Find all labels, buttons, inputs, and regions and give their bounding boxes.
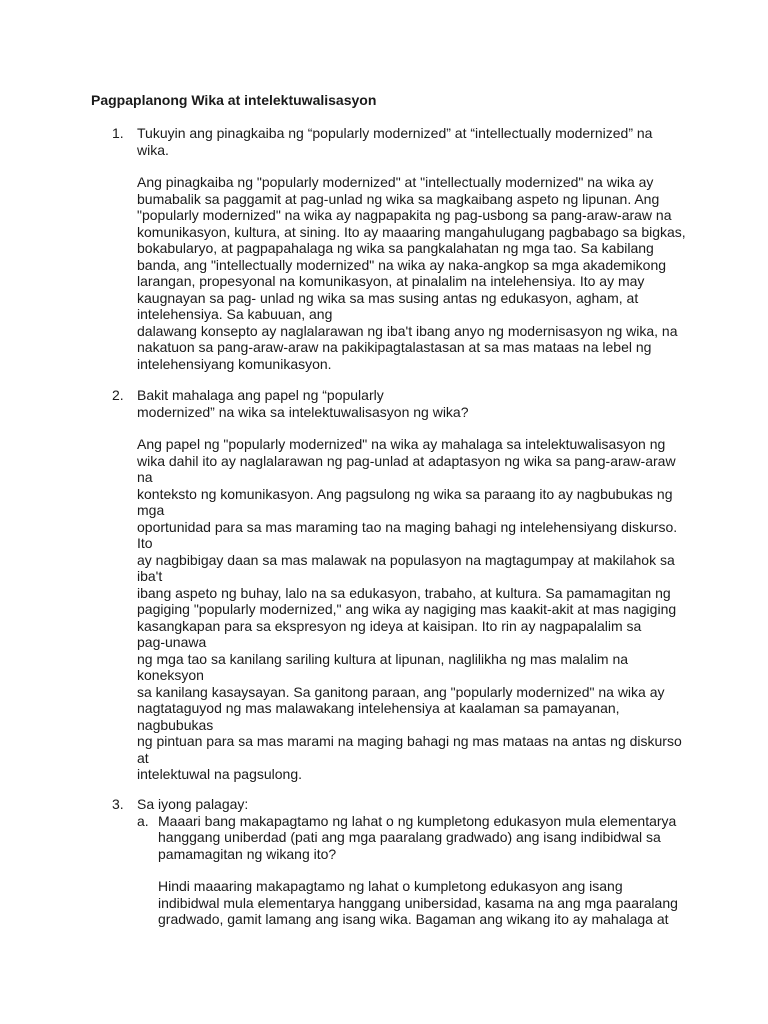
sub-item-a bbox=[137, 813, 682, 928]
answer-line: koneksyon bbox=[137, 667, 204, 683]
answer-line: bokabularyo, at pagpapahalaga ng wika sa pangkalahatan ng mga tao. Sa kabilang bbox=[137, 240, 654, 256]
answer-line: ay nagbibigay daan sa mas malawak na populasyon na magtagumpay at makilahok sa bbox=[137, 551, 675, 568]
document-title: Pagpaplanong Wika at intelektuwalisasyon bbox=[91, 92, 377, 108]
answer-line: dalawang konsepto ay naglalarawan ng iba't ibang anyo ng modernisasyon ng wika, na bbox=[137, 322, 678, 339]
answer-line: indibidwal mula elementarya hanggang unibersidad, kasama na ang mga paaralang bbox=[158, 894, 678, 911]
answer-line: Hindi maaaring makapagtamo ng lahat o kumpletong edukasyon ang isang bbox=[158, 878, 623, 894]
answer-line: oportunidad para sa mas maraming tao na maging bahagi ng intelehensiyang diskurso. bbox=[137, 518, 678, 535]
answer-line: intelektuwal na pagsulong. bbox=[137, 766, 303, 782]
answer-line: bumabalik sa paggamit at pag-unlad ng wika sa magkaibang aspeto ng lipunan. Ang bbox=[137, 190, 660, 207]
question-line: Sa iyong palagay: bbox=[137, 796, 249, 812]
answer-line: banda, ang "intellectually modernized" na wika ay naka-angkop sa mga akademikong bbox=[137, 256, 667, 273]
answer-line: nagbubukas bbox=[137, 716, 214, 733]
question-line: modernized” na wika sa intelektuwalisasyon ng wika? bbox=[137, 403, 469, 420]
question-line: Tukuyin ang pinagkaiba ng “popularly modernized” at “intellectually modernized” na bbox=[137, 125, 653, 141]
question-line: pamamagitan ng wikang ito? bbox=[158, 845, 337, 862]
answer-line: Ang pinagkaiba ng "popularly modernized" at "intellectually modernized" na wika ay bbox=[137, 174, 654, 190]
item-content bbox=[137, 387, 682, 783]
question-line: Bakit mahalaga ang papel ng “popularly bbox=[137, 387, 384, 403]
question-line: hanggang uniberdad (pati ang mga paaralang gradwado) ang isang indibidwal sa bbox=[158, 829, 661, 845]
item-number: 3. bbox=[112, 796, 124, 812]
answer-line: kasangkapan para sa ekspresyon ng ideya at kaisipan. Ito rin ay nagpapalalim sa bbox=[137, 617, 642, 634]
answer-line: nagtataguyod ng mas malawakang intelehensiya at kaalaman sa pamayanan, bbox=[137, 700, 620, 716]
question-line: wika. bbox=[137, 141, 169, 158]
item-content bbox=[137, 125, 686, 372]
answer-line: at bbox=[137, 749, 149, 766]
answer-line: intelehensiya. Sa kabuuan, ang bbox=[137, 306, 333, 322]
answer-line: nakatuon sa pang-araw-araw na pakikipagtalastasan at sa mas mataas na lebel ng bbox=[137, 339, 652, 355]
answer-line: mga bbox=[137, 502, 165, 518]
answer-line: wika dahil ito ay naglalarawan ng pag-unlad at adaptasyon ng wika sa pang-araw-araw bbox=[137, 452, 676, 469]
item-content bbox=[137, 796, 682, 928]
answer-line: Ito bbox=[137, 535, 153, 551]
answer-line: iba't bbox=[137, 568, 163, 584]
answer-line: "popularly modernized" na wika ay nagpapakita ng pag-usbong sa pang-araw-araw na bbox=[137, 207, 672, 223]
sub-item-letter: a. bbox=[137, 812, 149, 829]
answer-line: Ang papel ng "popularly modernized" na wika ay mahalaga sa intelektuwalisasyon ng bbox=[137, 436, 666, 452]
answer-line: ng mga tao sa kanilang sariling kultura at lipunan, naglilikha ng mas malalim na bbox=[137, 650, 629, 667]
item-number: 2. bbox=[112, 387, 124, 403]
answer-line: komunikasyon, kultura, at sining. Ito ay maaaring mangahulugang pagbabago sa bigkas, bbox=[137, 223, 686, 240]
answer-line: ibang aspeto ng buhay, lalo na sa edukasyon, trabaho, at kultura. Sa pamamagitan ng bbox=[137, 584, 671, 601]
question-line: Maaari bang makapagtamo ng lahat o ng kumpletong edukasyon mula elementarya bbox=[158, 812, 677, 829]
answer-line: gradwado, gamit lamang ang isang wika. Bagaman ang wikang ito ay mahalaga at bbox=[158, 911, 669, 927]
sub-item-content bbox=[158, 813, 682, 928]
answer-line: intelehensiyang komunikasyon. bbox=[137, 355, 332, 372]
answer-line: ng pintuan para sa mas marami na maging bahagi ng mas mataas na antas ng diskurso bbox=[137, 733, 682, 749]
answer-line: konteksto ng komunikasyon. Ang pagsulong ng wika sa paraang ito ay nagbubukas ng bbox=[137, 485, 673, 502]
answer-line: kaugnayan sa pag- unlad ng wika sa mas susing antas ng edukasyon, agham, at bbox=[137, 289, 639, 306]
answer-line: pagiging "popularly modernized," ang wika ay nagiging mas kaakit-akit at mas nagiging bbox=[137, 601, 677, 617]
answer-line: pag-unawa bbox=[137, 634, 207, 650]
answer-line: sa kanilang kasaysayan. Sa ganitong paraan, ang "popularly modernized" na wika ay bbox=[137, 683, 665, 700]
answer-line: larangan, propesyonal na komunikasyon, at pinalalim na intelehensiya. Ito ay may bbox=[137, 273, 645, 289]
item-number: 1. bbox=[112, 125, 124, 141]
answer-line: na bbox=[137, 469, 153, 485]
